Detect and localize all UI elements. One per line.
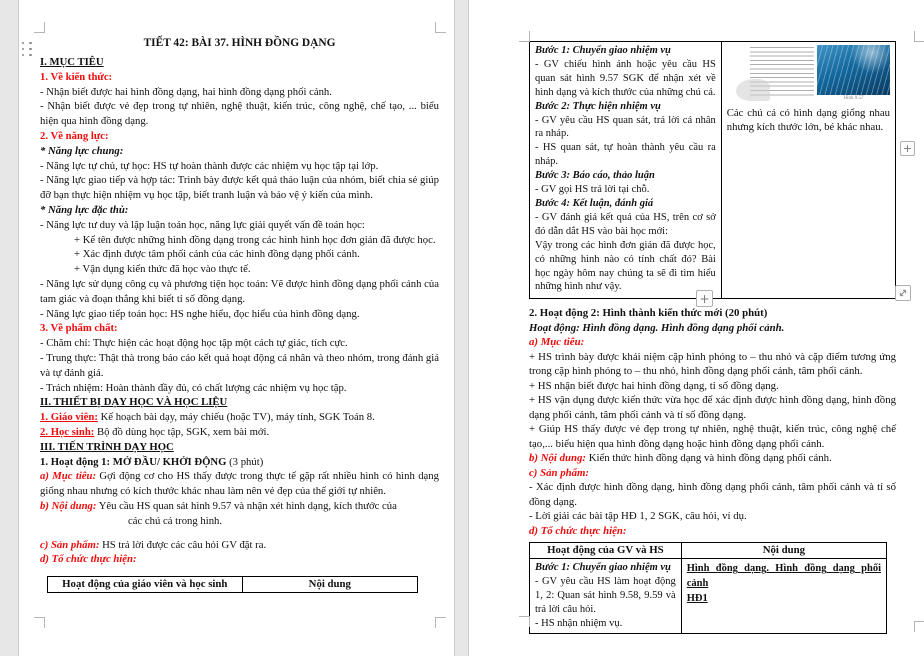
para-text: - Năng lực giao tiếp toán học: HS nghe hiểu, đọc hiểu của hình đồng dạng. [40, 307, 360, 320]
fish-photo [817, 45, 890, 95]
para [40, 159, 439, 174]
para [535, 114, 716, 142]
para-label: 1. Về kiến thức: [40, 70, 113, 83]
table-cell-noi-dung [721, 42, 895, 299]
para-text: Bộ đồ dùng học tập, SGK, xem bài mới. [94, 425, 270, 438]
para [529, 350, 896, 379]
figure-note: Các chú cá có hình dạng giống nhau nhưng kích thước lớn, bé khác nhau. [726, 107, 890, 133]
activity-2-section [529, 306, 896, 538]
document-title: TIẾT 42: BÀI 37. HÌNH ĐỒNG DẠNG [143, 37, 336, 49]
para-text: - GV chiếu hình ảnh hoặc yêu cầu HS quan sát hình 9.57 SGK để nhận xét về hình dạng và kích thước của những chú cá. [535, 58, 716, 98]
subheading [529, 524, 896, 539]
content-heading [687, 591, 881, 606]
subheading [40, 144, 439, 159]
subheading [40, 321, 439, 336]
para [535, 141, 716, 169]
para-text: - Nhận biết được vẻ đẹp trong tự nhiên, nghệ thuật, kiến trúc, công nghệ, chế tạo, ... biểu hiện qua hình đồng dạng. [40, 100, 439, 128]
table-header-cell: Hoạt động của giáo viên và học sinh [48, 577, 243, 593]
subheading [40, 203, 439, 218]
section-heading [40, 55, 439, 70]
para-label: c) Sản phẩm: [529, 466, 589, 479]
para [40, 410, 439, 425]
insert-plus-button[interactable]: + [696, 290, 713, 307]
para [40, 233, 439, 248]
para-text: - GV yêu cầu HS làm hoạt động 1, 2: Quan sát hình 9.58, 9.59 và trả lời câu hỏi. [535, 576, 676, 616]
crop-mark [435, 617, 446, 628]
para-text: + Xác định được tâm phối cảnh của các hình đồng dạng phối cảnh. [74, 248, 360, 261]
content-heading [687, 561, 881, 591]
para-label: Bước 1: Chuyển giao nhiệm vụ [535, 562, 671, 574]
table-row [530, 559, 887, 634]
para-text: - HS nhận nhiệm vụ. [535, 617, 623, 629]
para [40, 99, 439, 129]
expand-icon[interactable] [895, 285, 911, 301]
para-text: - Trách nhiệm: Hoàn thành đầy đủ, có chất lượng các nhiệm vụ học tập. [40, 381, 347, 394]
para-label: b) Nội dung: [40, 499, 97, 512]
step-heading [535, 169, 716, 183]
para-label: a) Mục tiêu: [529, 336, 585, 349]
para [40, 425, 439, 440]
para-label: 3. Về phẩm chất: [40, 322, 118, 335]
subheading [40, 129, 439, 144]
para-text: - Chăm chỉ: Thực hiện các hoạt động học tập một cách tự giác, tích cực. [40, 337, 348, 350]
table-row [530, 42, 896, 299]
para-text: - Năng lực sử dụng công cụ và phương tiện học toán: Vẽ được hình đồng dạng phối cảnh của tam giác và đoạn thẳng khi biết tỉ số đồng dạng. [40, 277, 439, 305]
heading-text: I. MỤC TIÊU [40, 56, 104, 68]
para-text: - GV gọi HS trả lời tại chỗ. [535, 184, 650, 196]
page-2 [468, 0, 924, 656]
para [40, 307, 439, 322]
crop-mark [914, 31, 924, 42]
heading-text: II. THIẾT BỊ DẠY HỌC VÀ HỌC LIỆU [40, 396, 228, 409]
para-text: + Kể tên được những hình đồng dạng trong các hình hình học đơn giản đã được học. [74, 233, 436, 246]
para-text: + Vận dụng kiến thức đã học vào thực tế. [74, 263, 251, 276]
figure-caption: Hình 9.57 [843, 96, 864, 101]
page-2-content [529, 41, 896, 634]
table-header-cell: Nội dung [242, 577, 417, 593]
textbook-text-block [750, 47, 814, 97]
activity-table-page1 [47, 576, 418, 593]
para [535, 183, 716, 197]
para-text: + HS vận dụng được kiến thức vừa học để xác định được hình đồng dạng, hình đồng dạng phối cảnh, tâm phối cảnh và tỉ số đồng dạng. [529, 394, 896, 421]
textbook-figure [727, 45, 890, 102]
para [535, 58, 716, 100]
crop-mark [914, 621, 924, 632]
para-text: + HS trình bày được khái niệm cặp hình phóng to – thu nhỏ và cặp điểm tương ứng trong cặp hình phóng to – thu nhỏ, hình đồng dạng phối cảnh, tâm phối cảnh. [529, 350, 896, 378]
subheading [529, 321, 896, 336]
page-1 [18, 0, 455, 656]
para-label: 2. Hoạt động 2: Hình thành kiến thức mới (20 phút) [529, 307, 768, 320]
para-label: d) Tổ chức thực hiện: [529, 524, 627, 537]
para-text: các chú cá trong hình. [128, 514, 223, 527]
crop-mark [34, 617, 45, 628]
table-header-cell: Nội dung [681, 543, 886, 559]
figure-column [817, 45, 890, 102]
para-label: Bước 3: Báo cáo, thảo luận [535, 170, 655, 182]
para [529, 451, 896, 466]
para-label: b) Nội dung: [529, 452, 586, 465]
step-heading [535, 197, 716, 211]
para-label: Bước 2: Thực hiện nhiệm vụ [535, 100, 661, 112]
heading-text: III. TIẾN TRÌNH DẠY HỌC [40, 440, 174, 453]
para-text: - Nhận biết được hai hình đồng dạng, hai hình đồng dạng phối cảnh. [40, 85, 332, 98]
para [529, 393, 896, 422]
subheading [529, 466, 896, 481]
para [40, 351, 439, 381]
para-text: - HS quan sát, tự hoàn thành yêu cầu ra nháp. [535, 142, 716, 168]
para-label: Bước 4: Kết luận, đánh giá [535, 197, 654, 209]
para [529, 480, 896, 509]
para [40, 469, 439, 499]
para-text: HS trả lời được các câu hỏi GV đặt ra. [99, 538, 267, 551]
table-cell-gv-hs [530, 559, 682, 634]
para [40, 262, 439, 277]
para [535, 617, 676, 631]
para-text: - Năng lực tư duy và lập luận toán học, năng lực giải quyết vấn đề toán học: [40, 218, 365, 231]
para [529, 422, 896, 451]
para-text: Kiến thức hình đồng dạng và hình đồng dạng phối cảnh. [586, 452, 832, 465]
para [40, 218, 439, 233]
para [40, 85, 439, 100]
step-heading [535, 561, 676, 575]
para-text: Kế hoạch bài dạy, máy chiếu (hoặc TV), máy tính, SGK Toán 8. [97, 411, 375, 424]
step-heading [535, 44, 716, 58]
cell-content [535, 561, 676, 631]
para [40, 247, 439, 262]
para-label: * Năng lực đặc thù: [40, 203, 129, 216]
para [529, 509, 896, 524]
para-label: 1. Hoạt động 1: MỞ ĐẦU/ KHỞI ĐỘNG [40, 455, 227, 468]
activity-heading [40, 455, 439, 470]
para-text: Yêu cầu HS quan sát hình 9.57 và nhận xét hình dạng, kích thước của [96, 499, 397, 512]
table-header-row [530, 543, 887, 559]
activity-table-2 [529, 542, 887, 634]
para-text: (3 phút) [226, 455, 264, 468]
para-text: + Giúp HS thấy được vẻ đẹp trong tự nhiên, nghệ thuật, kiến trúc, công nghệ chế tạo,... biểu hiện qua hình đồng dạng hoặc hình đồng dạng phối cảnh. [529, 423, 896, 450]
para-label: 2. Về năng lực: [40, 129, 109, 142]
para [40, 277, 439, 307]
subheading [40, 70, 439, 85]
para-label: 2. Học sinh: [40, 425, 95, 438]
para-label: * Năng lực chung: [40, 144, 124, 157]
para-text: - GV yêu cầu HS quan sát, trả lời cá nhân ra nháp. [535, 114, 716, 140]
para [40, 173, 439, 203]
table-header-cell: Hoạt động của GV và HS [530, 543, 682, 559]
para-text: - Xác định được hình đồng dạng, hình đồng dạng phối cảnh, tâm phối cảnh và tỉ số đồng dạng. [529, 481, 896, 508]
para [529, 379, 896, 394]
para [535, 575, 676, 617]
para-text: - Trung thực: Thật thà trong báo cáo kết quả hoạt động cá nhân và theo nhóm, trong đánh giá và tự đánh giá. [40, 351, 439, 379]
activity-heading [529, 306, 896, 321]
subheading [529, 335, 896, 350]
para-label: 1. Giáo viên: [40, 411, 98, 424]
para [40, 336, 439, 351]
diagonal-arrows-icon [897, 287, 909, 299]
para [40, 499, 439, 529]
para-text: - Năng lực giao tiếp và hợp tác: Trình bày được kết quả thảo luận của nhóm, biết chia sẻ giúp đỡ bạn thực hiện nhiệm vụ học tập, biết tranh luận và bảo vệ ý kiến của mình. [40, 174, 439, 202]
para [40, 381, 439, 396]
page-1-content [19, 0, 454, 593]
para-label: d) Tổ chức thực hiện: [40, 553, 137, 566]
para-text: Vậy trong các hình đơn giản đã được học, có những hình nào có tính chất đó? Bài học ngày hôm nay chúng ta sẽ đi tìm hiểu những hình như vậy. [535, 239, 716, 293]
para-text: - Lời giải các bài tập HĐ 1, 2 SGK, câu hỏi, ví dụ. [529, 510, 747, 523]
cell-content [535, 44, 716, 294]
para-text: + HS nhận biết được hai hình đồng dạng, tỉ số đồng dạng. [529, 379, 779, 392]
para [535, 211, 716, 239]
para-label: Bước 1: Chuyển giao nhiệm vụ [535, 45, 671, 56]
drag-handle-icon[interactable] [20, 41, 33, 57]
step-heading [535, 100, 716, 114]
para-text: Gợi động cơ cho HS thấy được trong thực tế gặp rất nhiều hình có hình dạng giống nhau nhưng có kích thước khác nhau làm nên vẻ đẹp của thế giới tự nhiên. [40, 470, 439, 498]
para-text: - Năng lực tự chủ, tự học: HS tự hoàn thành được các nhiệm vụ học tập tại lớp. [40, 159, 379, 172]
section-heading [40, 440, 439, 455]
para-label: Hoạt động: Hình đồng dạng. Hình đồng dạng phối cảnh. [529, 321, 785, 334]
section-heading [40, 395, 439, 410]
heading-text: Hình đồng dạng. Hình đồng dạng phối cảnh [686, 563, 881, 590]
para-text: - GV đánh giá kết quả của HS, trên cơ sở đó dẫn dắt HS vào bài học mới: [535, 211, 716, 237]
table-header-row [48, 577, 418, 593]
add-plus-button[interactable]: + [900, 141, 915, 156]
para [535, 239, 716, 295]
para-label: a) Mục tiêu: [40, 470, 97, 483]
para [40, 538, 439, 553]
para-label: c) Sản phẩm: [40, 538, 100, 551]
table-cell-noi-dung [681, 559, 886, 634]
para [40, 552, 439, 567]
activity-table-continued [529, 41, 896, 299]
table-cell-gv-hs [530, 42, 722, 299]
heading-text: HĐ1 [686, 593, 708, 605]
